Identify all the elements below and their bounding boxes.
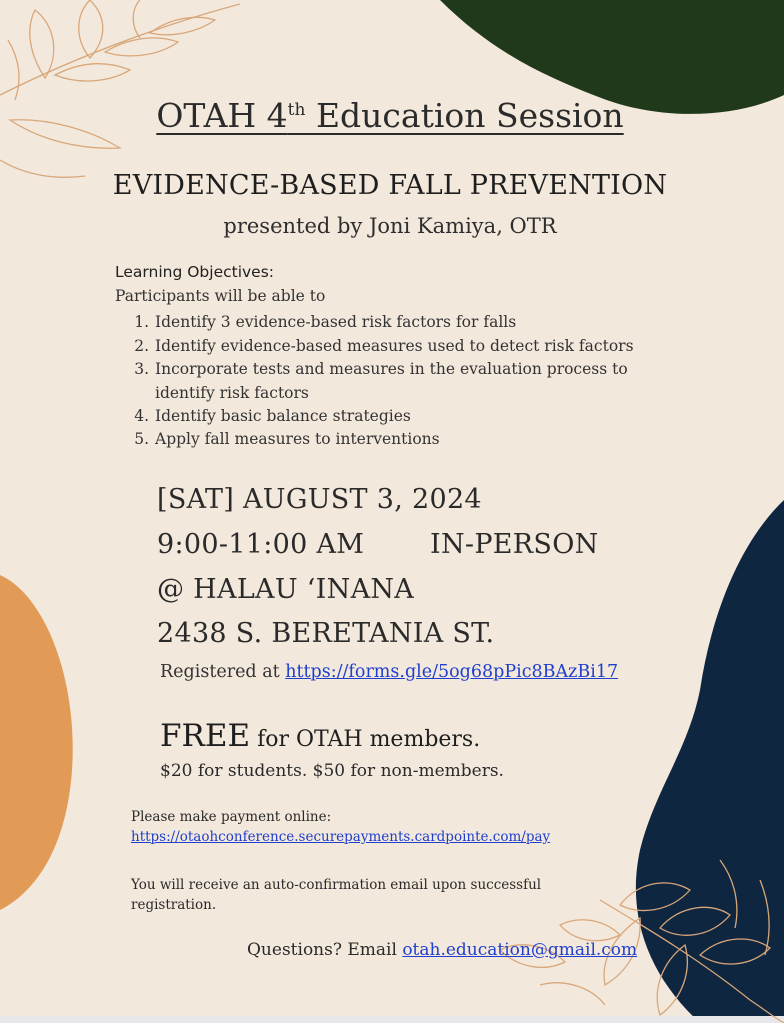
free-rest: for OTAH members. (250, 727, 481, 752)
objective-item (127, 311, 516, 335)
objective-text: Identify basic balance strategies (155, 407, 411, 425)
objective-number: 1. (134, 313, 149, 331)
event-format: IN-PERSON (430, 529, 599, 560)
questions-line (247, 940, 637, 960)
title-superscript: th (287, 100, 306, 120)
objective-continuation: identify risk factors (155, 384, 309, 402)
free-pricing (160, 718, 480, 754)
event-address: 2438 S. BERETANIA ST. (157, 618, 495, 649)
objective-item (127, 405, 411, 429)
payment-label: Please make payment online: (131, 809, 332, 825)
objective-number: 5. (134, 430, 149, 448)
confirmation-line-1: You will receive an auto-confirmation email upon successful (131, 877, 542, 893)
objective-item (127, 428, 440, 452)
other-pricing: $20 for students. $50 for non-members. (160, 761, 504, 781)
objectives-heading: Learning Objectives: (115, 263, 275, 281)
objective-number: 4. (134, 407, 149, 425)
session-subtitle: EVIDENCE-BASED FALL PREVENTION (112, 170, 668, 201)
objective-text: Identify 3 evidence-based risk factors for falls (155, 313, 517, 331)
contact-email-link[interactable]: otah.education@gmail.com (402, 940, 638, 960)
questions-label: Questions? Email (247, 940, 403, 960)
objective-text: Identify evidence-based measures used to detect risk factors (155, 337, 634, 355)
registration-line (160, 662, 618, 682)
registration-label: Registered at (160, 662, 286, 682)
objective-number: 3. (134, 360, 149, 378)
page-title (0, 96, 780, 135)
objective-text: Apply fall measures to interventions (155, 430, 440, 448)
objective-number: 2. (134, 337, 149, 355)
payment-link[interactable]: https://otaohconference.securepayments.cardpointe.com/pay (131, 829, 551, 845)
objectives-intro: Participants will be able to (115, 287, 326, 305)
title-underlined (156, 96, 623, 135)
title-prefix: OTAH 4 (156, 96, 288, 135)
confirmation-line-2: registration. (131, 897, 217, 913)
presenter-line: presented by Joni Kamiya, OTR (223, 214, 557, 238)
objective-item (127, 358, 628, 382)
event-time: 9:00-11:00 AM (157, 529, 365, 560)
title-suffix: Education Session (305, 96, 624, 135)
registration-link[interactable]: https://forms.gle/5og68pPic8BAzBi17 (285, 662, 619, 682)
free-word: FREE (160, 718, 251, 754)
objective-text: Incorporate tests and measures in the evaluation process to (155, 360, 628, 378)
event-date: [SAT] AUGUST 3, 2024 (157, 484, 482, 515)
event-venue: @ HALAU ‘INANA (157, 574, 415, 605)
objective-item (127, 335, 634, 359)
